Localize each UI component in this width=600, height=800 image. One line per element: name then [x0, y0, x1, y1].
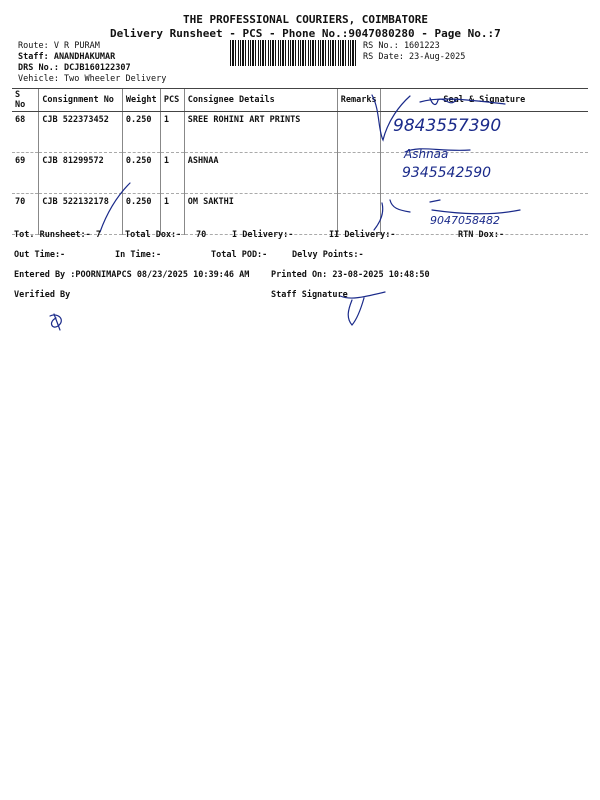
handwritten-phone: 9843557390 [393, 116, 502, 136]
i-delivery: I Delivery:- [232, 230, 294, 240]
runsheet-subtitle: Delivery Runsheet - PCS - Phone No.:9047080280 - Page No.:7 [110, 27, 501, 40]
signature-stroke [100, 183, 130, 232]
staff-signature: Staff Signature [271, 290, 348, 300]
route-label: Route: V R PURAM [18, 41, 100, 51]
company-title: THE PROFESSIONAL COURIERS, COIMBATORE [183, 13, 429, 26]
total-runsheet: Tot. Runsheet:- 7 [14, 230, 101, 240]
cell-weight: 0.250 [122, 153, 160, 194]
col-seal-signature: Seal & Signature [380, 89, 588, 112]
cell-pcs: 1 [160, 112, 184, 153]
cell-consignee: ASHNAA [184, 153, 337, 194]
rs-number: RS No.: 1601223 [363, 41, 440, 51]
handwritten-phone: 9345542590 [402, 165, 492, 181]
drs-number: DRS No.: DCJB160122307 [18, 63, 131, 73]
total-pod: Total POD:- [211, 250, 268, 260]
total-dox-value: 70 [196, 230, 207, 240]
cell-consignee: OM SAKTHI [184, 194, 337, 235]
handwritten-name: Ashnaa [404, 147, 449, 161]
cell-sno: 69 [12, 153, 39, 194]
cell-consignee: SREE ROHINI ART PRINTS [184, 112, 337, 153]
out-time: Out Time:- [14, 250, 66, 260]
rs-date: RS Date: 23-Aug-2025 [363, 52, 466, 62]
cell-consignment: CJB 522132178 [39, 194, 123, 235]
col-consignee: Consignee Details [184, 89, 337, 112]
col-remarks: Remarks [337, 89, 380, 112]
col-weight: Weight [122, 89, 160, 112]
verified-signature-stroke [50, 314, 61, 330]
rtn-dox: RTN Dox:- [458, 230, 505, 240]
ii-delivery: II Delivery:- [329, 230, 396, 240]
handwritten-phone: 9047058482 [430, 214, 500, 227]
cell-consignment: CJB 81299572 [39, 153, 123, 194]
printed-on: Printed On: 23-08-2025 10:48:50 [271, 270, 430, 280]
verified-by: Verified By [14, 290, 71, 300]
vehicle-label: Vehicle: Two Wheeler Delivery [18, 74, 167, 84]
cell-pcs: 1 [160, 194, 184, 235]
total-dox: Total Dox:- [125, 230, 182, 240]
cell-weight: 0.250 [122, 112, 160, 153]
signature-stroke [374, 200, 410, 230]
cell-pcs: 1 [160, 153, 184, 194]
entered-by: Entered By :POORNIMAPCS 08/23/2025 10:39:46 AM [14, 270, 250, 280]
signature-stroke [430, 200, 520, 214]
col-consignment: Consignment No [39, 89, 123, 112]
col-pcs: PCS [160, 89, 184, 112]
in-time: In Time:- [115, 250, 162, 260]
delvy-points: Delvy Points:- [292, 250, 364, 260]
cell-sno: 68 [12, 112, 39, 153]
staff-label: Staff: ANANDHAKUMAR [18, 52, 116, 62]
cell-weight: 0.250 [122, 194, 160, 235]
col-sno: S No [12, 89, 39, 112]
cell-consignment: CJB 522373452 [39, 112, 123, 153]
cell-sno: 70 [12, 194, 39, 235]
